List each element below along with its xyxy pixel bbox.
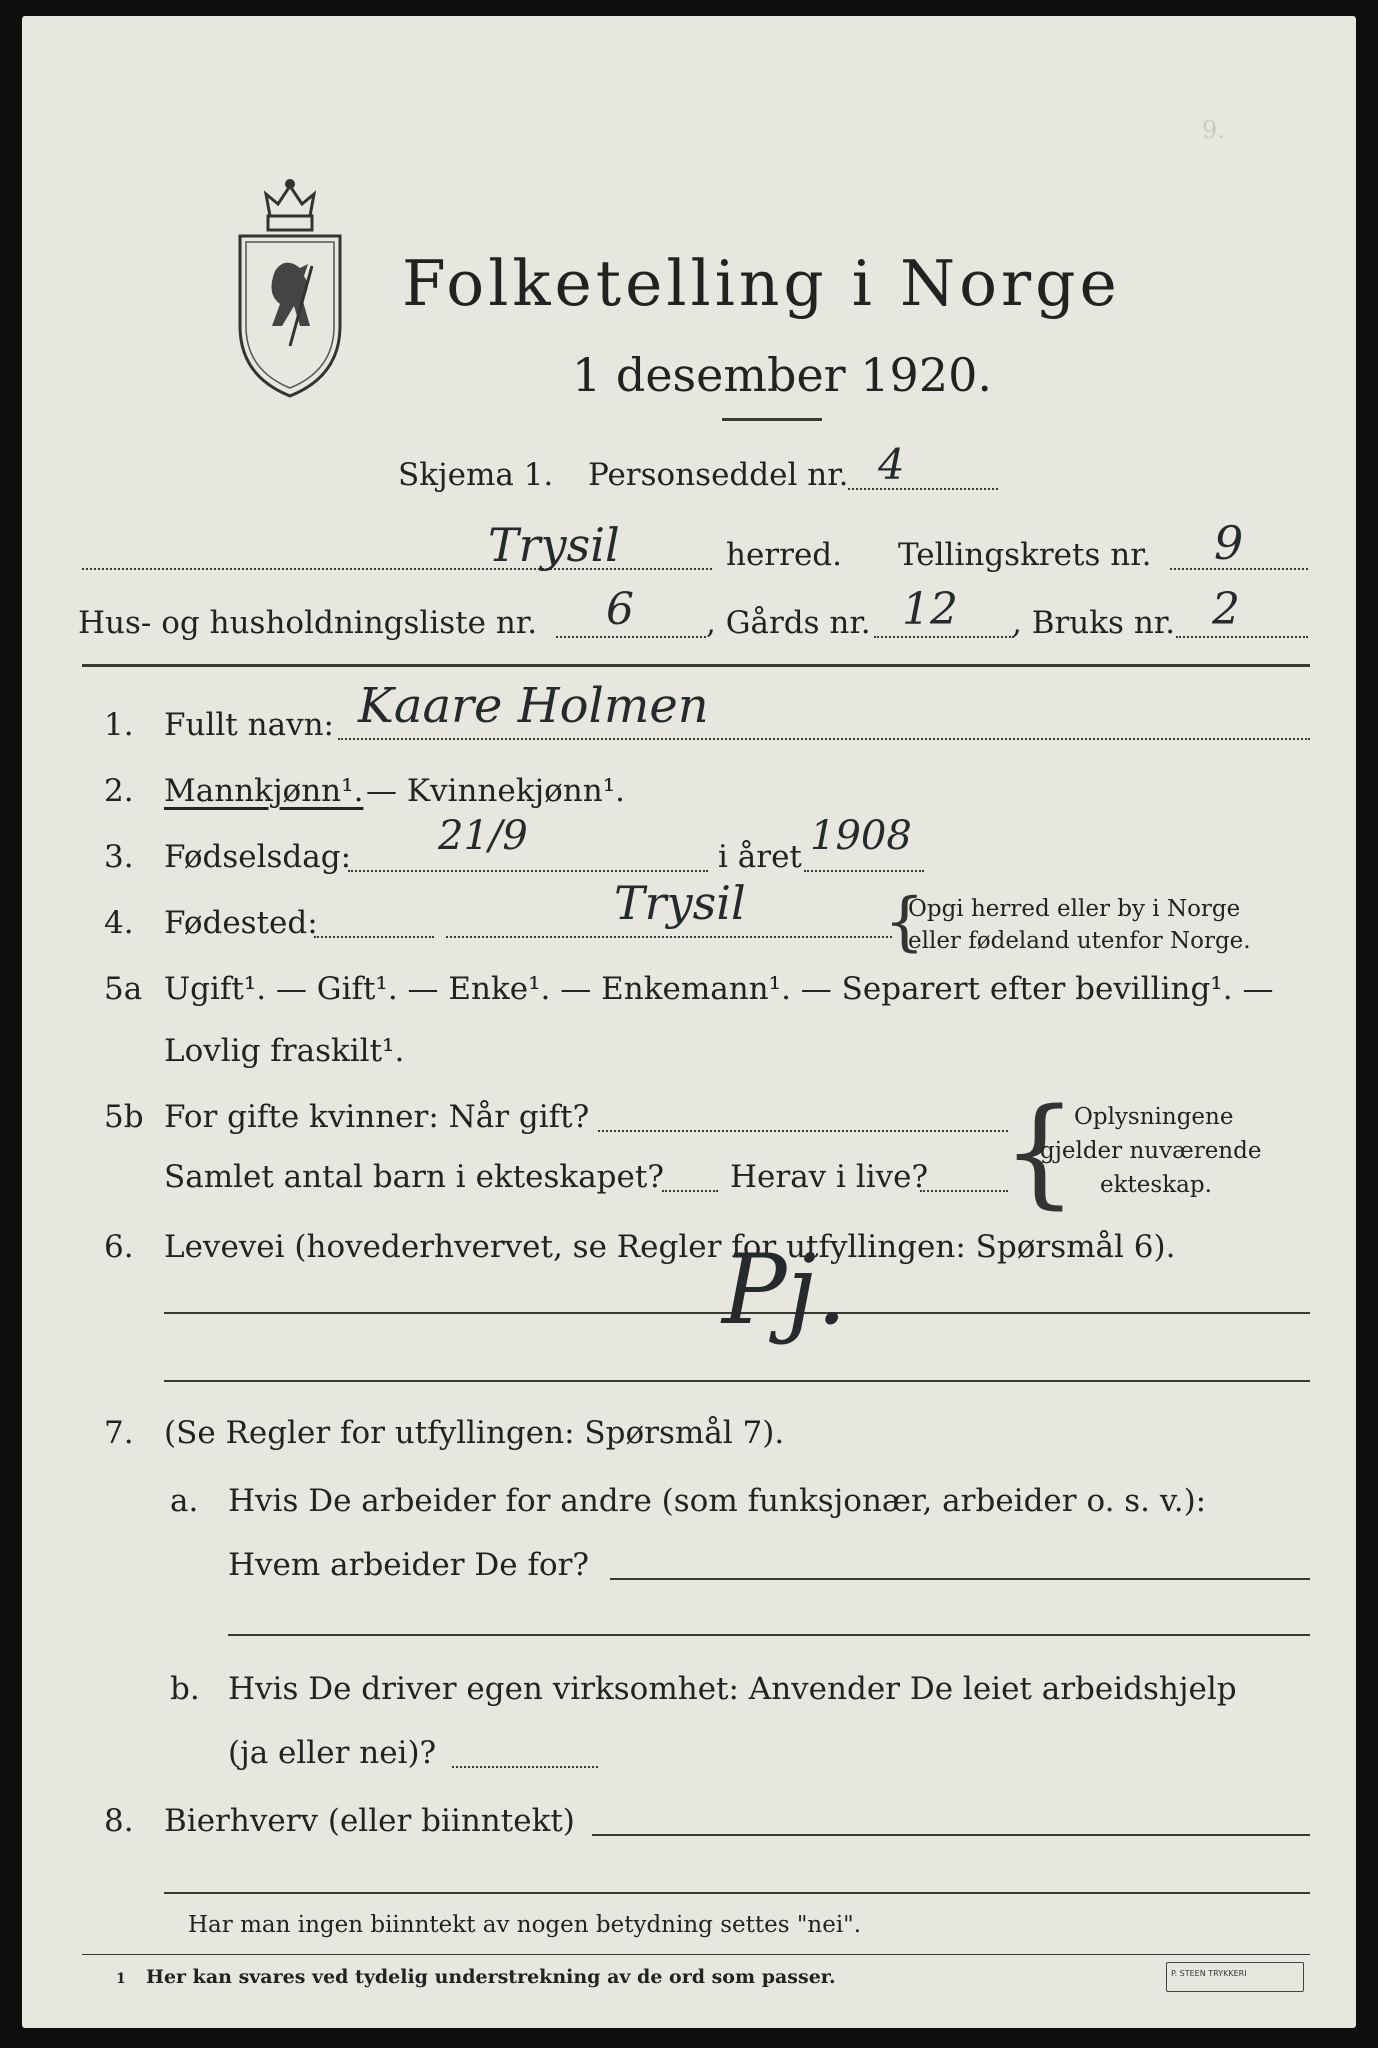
married-when-field-line [598, 1130, 1008, 1132]
q7b-number: b. [170, 1671, 200, 1707]
marriage-note-brace: { [1002, 1082, 1078, 1220]
male-option-underlined[interactable]: Mannkjønn¹. [164, 773, 364, 809]
married-when-label: For gifte kvinner: Når gift? [164, 1099, 590, 1135]
q8-number: 8. [104, 1803, 134, 1839]
occupation-label: Levevei (hovederhvervet, se Regler for utfyllingen: Spørsmål 6). [164, 1229, 1176, 1265]
q4-number: 4. [104, 905, 134, 941]
birth-year-field-line [804, 870, 924, 872]
bleed-through-text [1202, 616, 1210, 644]
side-income-label: Bierhverv (eller biinntekt) [164, 1803, 575, 1839]
tellingskrets-value[interactable]: 9 [1214, 516, 1244, 570]
gards-label: , Gårds nr. [706, 605, 871, 641]
q2-number: 2. [104, 773, 134, 809]
gards-field-line [874, 636, 1014, 638]
q6-number: 6. [104, 1229, 134, 1265]
divorced-option[interactable]: Lovlig fraskilt¹. [164, 1033, 405, 1069]
footnote-mark: 1 [116, 1971, 126, 1987]
q4-label: Fødested: [164, 905, 318, 941]
printer-stamp-text: P. STEEN TRYKKERI [1171, 1969, 1247, 1978]
printer-stamp [1166, 1962, 1304, 1992]
husholdningsliste-field-line [556, 636, 706, 638]
employer-line-1 [610, 1578, 1310, 1580]
birth-year-label: i året [718, 839, 802, 875]
marriage-note-line2: gjelder nuværende [1040, 1138, 1262, 1164]
tellingskrets-label: Tellingskrets nr. [898, 537, 1152, 573]
side-income-line-2 [164, 1892, 1310, 1894]
q7-number: 7. [104, 1415, 134, 1451]
full-name-value[interactable]: Kaare Holmen [358, 678, 709, 734]
title-divider [722, 418, 822, 421]
side-income-line-1 [592, 1834, 1310, 1836]
herred-label: herred. [726, 537, 842, 573]
hired-help-field-line [452, 1766, 598, 1768]
employer-label: Hvem arbeider De for? [228, 1547, 590, 1583]
q1-number: 1. [104, 707, 134, 743]
birthplace-note-line2: eller fødeland utenfor Norge. [908, 928, 1251, 954]
birthplace-note-line1: Opgi herred eller by i Norge [908, 896, 1241, 922]
birth-year-value[interactable]: 1908 [810, 813, 912, 859]
census-date: 1 desember 1920. [572, 348, 992, 402]
hired-help-label: (ja eller nei)? [228, 1735, 437, 1771]
birthplace-field-line-a [314, 936, 434, 938]
q7-label: (Se Regler for utfyllingen: Spørsmål 7). [164, 1415, 785, 1451]
norwegian-coat-of-arms-icon [230, 176, 350, 401]
bruks-field-line [1176, 636, 1308, 638]
personseddel-field-line [848, 488, 998, 490]
birthday-field-line [348, 870, 708, 872]
marital-status-options[interactable]: Ugift¹. — Gift¹. — Enke¹. — Enkemann¹. — Separert efter bevilling¹. — [164, 971, 1274, 1007]
children-alive-label: Herav i live? [730, 1159, 929, 1195]
husholdningsliste-label: Hus- og husholdningsliste nr. [78, 605, 538, 641]
birthplace-note-brace: { [884, 885, 925, 959]
q3-label: Fødselsdag: [164, 839, 352, 875]
children-count-field-line [662, 1190, 718, 1192]
marriage-note-line3: ekteskap. [1100, 1172, 1212, 1198]
husholdningsliste-value[interactable]: 6 [606, 584, 634, 635]
header-rule [82, 664, 1310, 667]
children-alive-field-line [920, 1190, 1008, 1192]
q1-field-line [338, 738, 1310, 740]
gards-value[interactable]: 12 [902, 584, 958, 635]
herred-value[interactable]: Trysil [488, 518, 620, 572]
occupation-line-2 [164, 1380, 1310, 1382]
bruks-label: , Bruks nr. [1012, 605, 1176, 641]
skjema-label: Skjema 1. [398, 457, 554, 493]
q7b-label: Hvis De driver egen virksomhet: Anvender De leiet arbeidshjelp [228, 1671, 1237, 1707]
side-income-note: Har man ingen biinntekt av nogen betydning settes "nei". [188, 1912, 862, 1938]
q5a-number: 5a [104, 971, 143, 1007]
q7a-label: Hvis De arbeider for andre (som funksjonær, arbeider o. s. v.): [228, 1483, 1207, 1519]
employer-line-2 [228, 1634, 1310, 1636]
bruks-value[interactable]: 2 [1212, 584, 1240, 635]
q7a-number: a. [170, 1483, 199, 1519]
q3-number: 3. [104, 839, 134, 875]
occupation-value[interactable]: Pj. [722, 1234, 847, 1346]
birthday-value[interactable]: 21/9 [438, 813, 528, 859]
bleed-through-text: 9. [1202, 116, 1370, 144]
birthplace-value[interactable]: Trysil [614, 876, 746, 930]
birthplace-field-line-b [446, 936, 892, 938]
census-form-page [22, 16, 1370, 2028]
female-option[interactable]: — Kvinnekjønn¹. [366, 773, 625, 809]
personseddel-value[interactable]: 4 [878, 440, 905, 489]
personseddel-label: Personseddel nr. [588, 457, 849, 493]
q5b-number: 5b [104, 1099, 144, 1135]
marriage-note-line1: Oplysningene [1074, 1104, 1234, 1130]
q1-label: Fullt navn: [164, 707, 334, 743]
footnote-text: Her kan svares ved tydelig understrekning av de ord som passer. [146, 1966, 836, 1988]
footnote-rule [82, 1954, 1310, 1955]
form-title: Folketelling i Norge [402, 247, 1121, 320]
children-count-label: Samlet antal barn i ekteskapet? [164, 1159, 664, 1195]
